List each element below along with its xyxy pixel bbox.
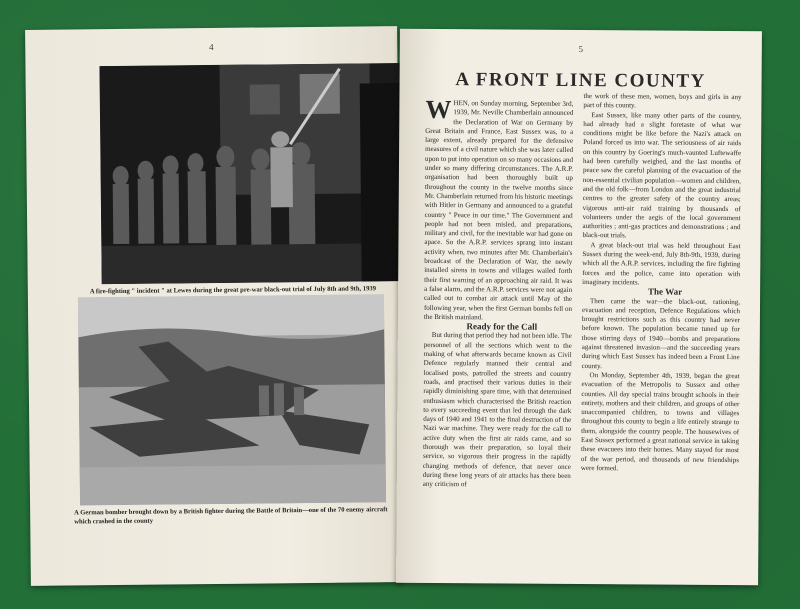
paragraph: But during that period they had not been idle. The personnel of all the sections which went to the making of what afterwards became known as Civil Defence regularly manned their central and localised posts, patrolled the streets and country roads, and practised their various duties in their rapidly diminishing spare time, with that determined enthusiasm which characterised the British reaction to every succeeding event that led through the dark days of 1940 and 1941 to the final destruction of the Nazi war machine. They were ready for the call to active duty when the first air raids came, and so thorough was their preparation, so loyal their service, so vigorous their progress in the rapidly changing methods of defence, that never once during these long years of air attacks has there been any criticism of (422, 331, 572, 489)
paragraph: Then came the war—the black-out, rationing, evacuation and reception, Defence Regulations which brought restrictions such as this country had never before known. The population became tuned up for those stirring days of 1940—bombs and preparations against threatened invasion—and the succeeding years during which East Sussex has indeed been a Front Line county. (581, 296, 741, 370)
fire-fighting-photo (99, 63, 407, 284)
photo-2-caption: A German bomber brought down by a British fighter during the Battle of Britain—one of the 70 enemy aircraft which crashed in the county (74, 506, 388, 526)
paragraph: A great black-out trial was held throughout East Sussex during the week-end, July 8th-9th, 1939, during which all the A.R.P. services, including the fire fighting forces and the police, came into operation with imaginary incidents. (582, 240, 741, 287)
paragraph (423, 94, 574, 323)
crashed-bomber-photo (78, 294, 386, 505)
page-number-right: 5 (578, 43, 584, 55)
paragraph: the work of these men, women, boys and girls in any part of this county. (583, 92, 742, 110)
subheading-ready-for-the-call: Ready for the Call (466, 321, 538, 332)
subheading-the-war: The War (648, 286, 683, 297)
paragraph: On Monday, September 4th, 1939, began the great evacuation of the Metropolis to Sussex and other counties. All day special trains brought schools in their entirety, mothers and their children, and groups of other unaccompanied children, to towns and villages throughout this county to begin a life entirely strange to them, alongside the country people. The housewives of East Sussex performed a great national service in taking these evacuees into their homes. Many stayed for most of the war period, and thousands of new friendships were formed. (580, 370, 740, 473)
article-title: A FRONT LINE COUNTY (455, 69, 706, 92)
column-2 (581, 92, 742, 474)
photo-1-caption: A fire-fighting " incident " at Lewes during the great pre-war black-out trial of July 8th and 9th, 1939 (89, 285, 377, 296)
wreckage-scene-image (78, 294, 386, 505)
drop-cap: W (425, 94, 452, 125)
column-1 (422, 94, 574, 490)
paragraph: East Sussex, like many other parts of the country, had already had a slight foretaste of what war conditions might be like before the Nazi's attack on Poland forced us into war. The seriousness of air raids on this country by Goering's much-vaunted Luftewaffe had been carefully weighed, and the last months of peace saw the careful planning of the evacuation of the non-essential civilian population—women and children, and the old folk—from London and the great industrial centres to the greater safety of the country areas; vigorous anti-air raid training by thousands of volunteers under the aegis of the local government authorities ; anti-gas practices and demonstrations ; and black-out trials. (582, 110, 742, 240)
paragraph-text: HEN, on Sunday morning, September 3rd, 1939, Mr. Neville Chamberlain announced the Declaration of War on Germany by Great Britain and France, East Sussex was, to a large extent, already prepared for the defensive measures of a civil nature which she was later called upon to put into operation on so many occasions and under so many differing circumstances. The A.R.P. organisation had been thoroughly built up throughout the county in the twelve months since Mr. Chamberlain returned from his historic meetings with Hitler in Germany and announced to a grateful country " Peace in our time." The Government and people had not been misled, and preparations, military and civil, for the inevitable war had gone on apace. So the A.R.P. services sprang into instant activity when, two minutes after Mr. Chamberlain's broadcast of the Declaration of War, the newly installed sirens in towns and villages wailed forth their first warning of an approaching air raid. It was a false alarm, and the A.R.P. services were not again called out to combat air attack until May of the following year, when the first German bombs fell on the British mainland. (423, 99, 574, 322)
crowd-scene-image (99, 63, 407, 284)
right-page (396, 29, 762, 586)
page-number-left: 4 (208, 41, 214, 53)
left-page (25, 26, 403, 586)
